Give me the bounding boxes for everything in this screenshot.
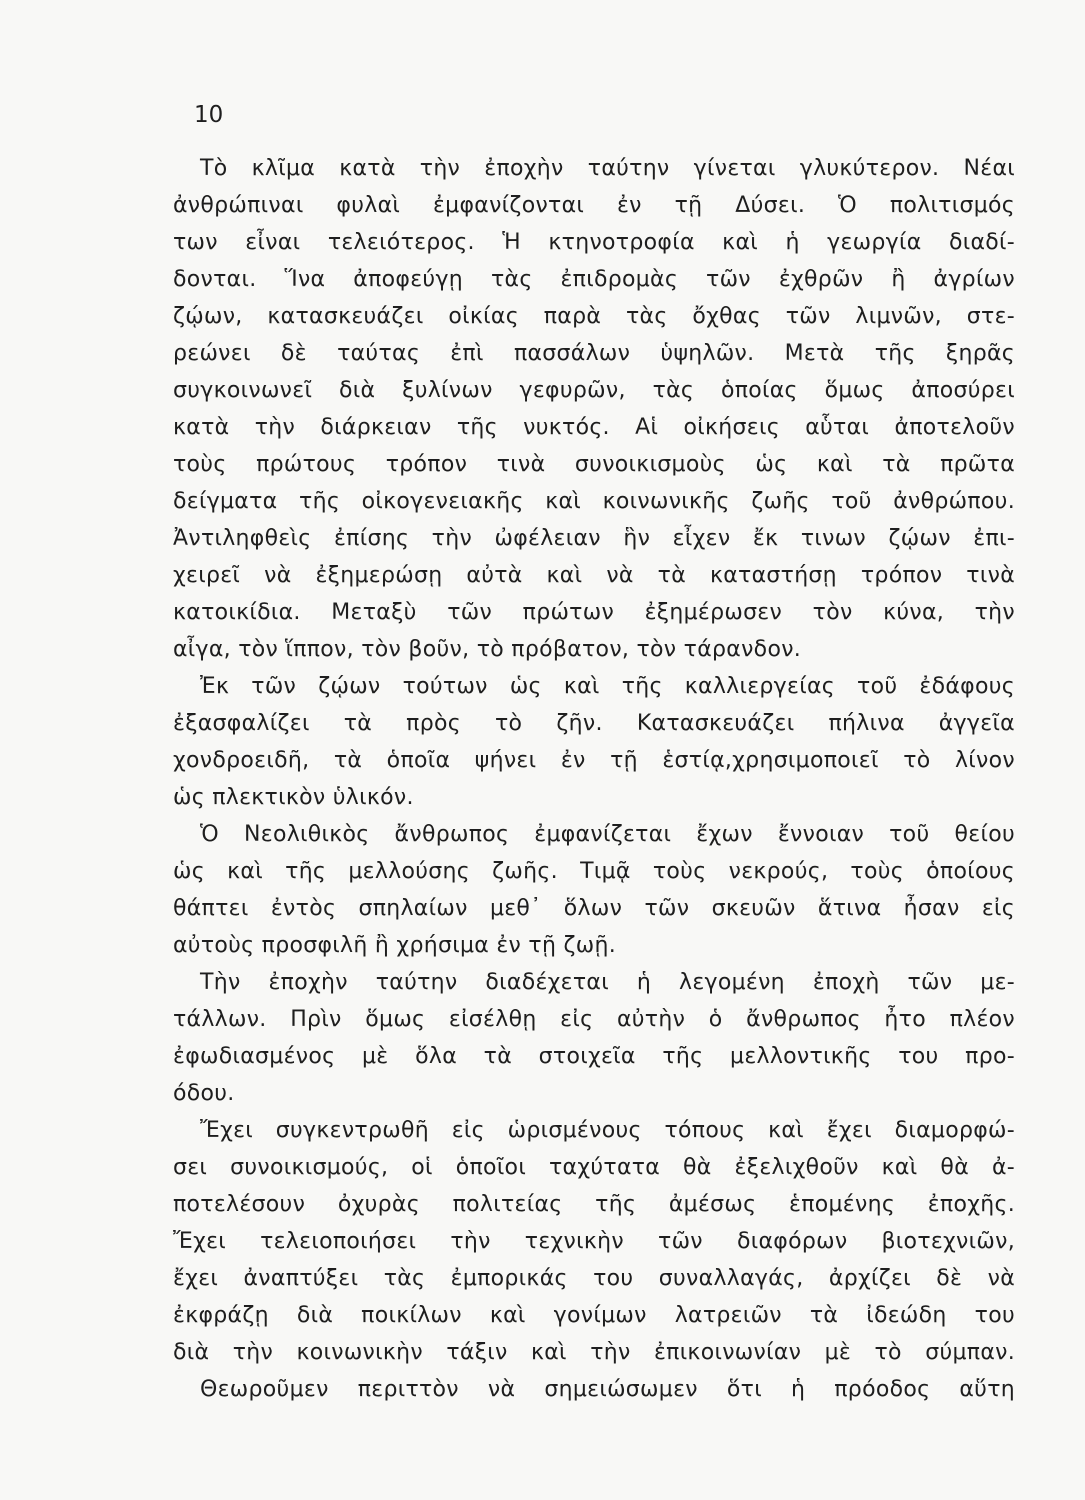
text-line: ἔχει ἀναπτύξει τὰς ἐμπορικάς του συναλλαγάς, ἀρχίζει δὲ νὰ bbox=[173, 1266, 1015, 1291]
text-line: σει συνοικισμούς, οἱ ὁποῖοι ταχύτατα θὰ ἐξελιχθοῦν καὶ θὰ ἀ- bbox=[173, 1155, 1015, 1180]
text-line: κατοικίδια. Μεταξὺ τῶν πρώτων ἐξημέρωσεν τὸν κύνα, τὴν bbox=[173, 600, 1015, 625]
text-line: δείγματα τῆς οἰκογενειακῆς καὶ κοινωνικῆς ζωῆς τοῦ ἀνθρώπου. bbox=[173, 489, 1015, 514]
text-line: αὐτοὺς προσφιλῆ ἢ χρήσιμα ἐν τῇ ζωῇ. bbox=[173, 933, 617, 958]
text-line: ζῴων, κατασκευάζει οἰκίας παρὰ τὰς ὄχθας τῶν λιμνῶν, στε- bbox=[173, 304, 1015, 329]
text-line: ἐφωδιασμένος μὲ ὅλα τὰ στοιχεῖα τῆς μελλοντικῆς του προ- bbox=[173, 1044, 1015, 1069]
text-line: Ὁ Νεολιθικὸς ἄνθρωπος ἐμφανίζεται ἔχων ἔννοιαν τοῦ θείου bbox=[200, 822, 1015, 847]
text-line: θάπτει ἐντὸς σπηλαίων μεθ᾿ ὅλων τῶν σκευῶν ἅτινα ἦσαν εἰς bbox=[173, 896, 1015, 921]
text-line: ρεώνει δὲ ταύτας ἐπὶ πασσάλων ὑψηλῶν. Μετὰ τῆς ξηρᾶς bbox=[173, 341, 1015, 366]
text-line: ἀνθρώπιναι φυλαὶ ἐμφανίζονται ἐν τῇ Δύσει. Ὁ πολιτισμός bbox=[173, 193, 1015, 218]
page-number: 10 bbox=[194, 102, 224, 128]
text-line: ὡς καὶ τῆς μελλούσης ζωῆς. Τιμᾷ τοὺς νεκρούς, τοὺς ὁποίους bbox=[173, 859, 1015, 884]
text-line: ἐκφράζῃ διὰ ποικίλων καὶ γονίμων λατρειῶν τὰ ἰδεώδη του bbox=[173, 1303, 1015, 1328]
text-line: τοὺς πρώτους τρόπον τινὰ συνοικισμοὺς ὡς καὶ τὰ πρῶτα bbox=[173, 452, 1015, 477]
text-line: κατὰ τὴν διάρκειαν τῆς νυκτός. Αἱ οἰκήσεις αὗται ἀποτελοῦν bbox=[173, 415, 1015, 440]
text-line: Ἀντιληφθεὶς ἐπίσης τὴν ὠφέλειαν ἣν εἶχεν ἔκ τινων ζῴων ἐπι- bbox=[173, 526, 1015, 551]
text-line: ὡς πλεκτικὸν ὑλικόν. bbox=[173, 785, 414, 810]
text-line: όδου. bbox=[173, 1081, 235, 1106]
text-line: Ἔχει συγκεντρωθῆ εἰς ὡρισμένους τόπους καὶ ἔχει διαμορφώ- bbox=[200, 1118, 1015, 1143]
text-line: των εἶναι τελειότερος. Ἡ κτηνοτροφία καὶ ἡ γεωργία διαδί- bbox=[173, 230, 1015, 255]
text-line: Ἔχει τελειοποιήσει τὴν τεχνικὴν τῶν διαφόρων βιοτεχνιῶν, bbox=[173, 1229, 1015, 1254]
text-line: ποτελέσουν ὀχυρὰς πολιτείας τῆς ἀμέσως ἑπομένης ἐποχῆς. bbox=[173, 1192, 1015, 1217]
text-line: συγκοινωνεῖ διὰ ξυλίνων γεφυρῶν, τὰς ὁποίας ὅμως ἀποσύρει bbox=[173, 378, 1015, 403]
text-line: ἐξασφαλίζει τὰ πρὸς τὸ ζῆν. Κατασκευάζει πήλινα ἀγγεῖα bbox=[173, 711, 1015, 736]
text-line: Ἐκ τῶν ζῴων τούτων ὡς καὶ τῆς καλλιεργείας τοῦ ἐδάφους bbox=[200, 674, 1015, 699]
text-line: δονται. Ἵνα ἀποφεύγῃ τὰς ἐπιδρομὰς τῶν ἐχθρῶν ἢ ἀγρίων bbox=[173, 267, 1015, 292]
text-line: χονδροειδῆ, τὰ ὁποῖα ψήνει ἐν τῇ ἑστίᾳ,χρησιμοποιεῖ τὸ λίνον bbox=[173, 748, 1015, 773]
text-line: διὰ τὴν κοινωνικὴν τάξιν καὶ τὴν ἐπικοινωνίαν μὲ τὸ σύμπαν. bbox=[173, 1340, 1015, 1365]
text-line: Τὸ κλῖμα κατὰ τὴν ἐποχὴν ταύτην γίνεται γλυκύτερον. Νέαι bbox=[200, 156, 1015, 181]
body-text bbox=[173, 150, 1015, 1408]
text-line: Θεωροῦμεν περιττὸν νὰ σημειώσωμεν ὅτι ἡ πρόοδος αὕτη bbox=[200, 1377, 1015, 1402]
text-line: χειρεῖ νὰ ἐξημερώσῃ αὐτὰ καὶ νὰ τὰ καταστήσῃ τρόπον τινὰ bbox=[173, 563, 1015, 588]
text-line: αἶγα, τὸν ἵππον, τὸν βοῦν, τὸ πρόβατον, τὸν τάρανδον. bbox=[173, 637, 802, 662]
text-line: Τὴν ἐποχὴν ταύτην διαδέχεται ἡ λεγομένη ἐποχὴ τῶν με- bbox=[200, 970, 1015, 995]
text-line: τάλλων. Πρὶν ὅμως εἰσέλθῃ εἰς αὐτὴν ὁ ἄνθρωπος ἦτο πλέον bbox=[173, 1007, 1015, 1032]
